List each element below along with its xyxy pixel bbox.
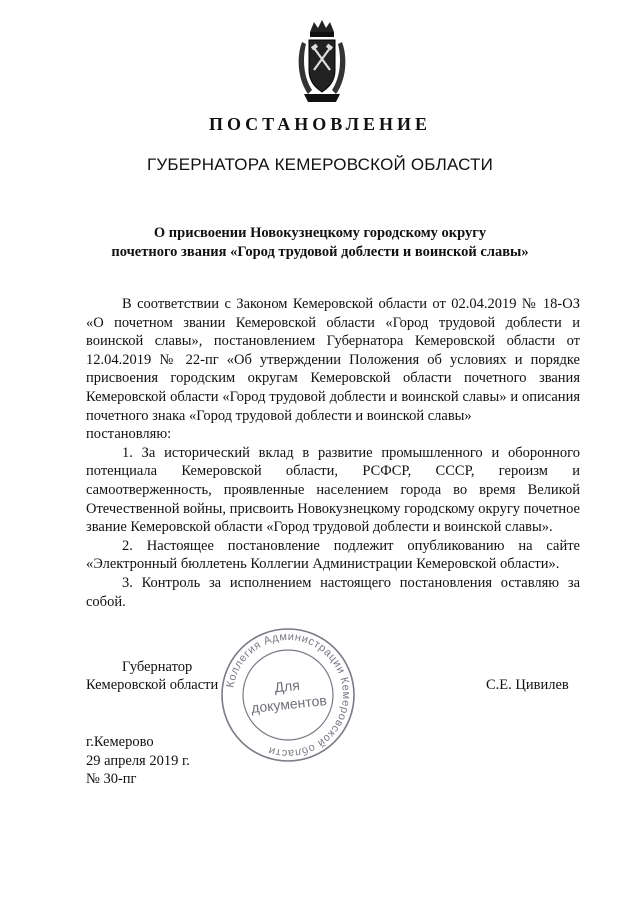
document-number: № 30-пг [86,771,137,787]
document-issuer: ГУБЕРНАТОРА КЕМЕРОВСКОЙ ОБЛАСТИ [146,155,494,174]
signatory-post-line-1: Губернатор [122,659,193,675]
stamp-center-line-2: документов [250,692,328,716]
document-subject [0,224,640,262]
document-footer [86,733,190,789]
clause-2: 2. Настоящее постановление подлежит опубликованию на сайте «Электронный бюллетень Коллегии Администрации Кемеровской области». [86,537,580,573]
issue-date: 29 апреля 2019 г. [86,752,190,769]
stamp-ring-text: Коллегия Администрации Кемеровской области [224,630,353,760]
document-body [86,295,580,611]
clause-3: 3. Контроль за исполнением настоящего постановления оставляю за собой. [86,574,580,610]
issue-city: г.Кемерово [86,734,154,750]
stamp-outer-ring [222,629,354,761]
clause-1: 1. За исторический вклад в развитие промышленного и оборонного потенциала Кемеровской области, РСФСР, СССР, героизм и самоотверженность, проявленные населением города во время Великой Отечественной войны, присвоить Новокузнецкому городскому округу почетное звание Кемеровской области «Город трудовой доблести и воинской славы». [86,444,580,536]
subject-line-2: почетного звания «Город трудовой доблести и воинской славы» [111,244,529,260]
decree-word: постановляю: [86,426,172,443]
official-stamp [218,625,358,765]
signatory-post-line-2: Кемеровской области [86,677,219,693]
intro-paragraph: В соответствии с Законом Кемеровской области от 02.04.2019 № 18-ОЗ «О почетном звании Кемеровской области «Город трудовой доблести и воинской славы», постановлением Губернатора Кемеровской области от 12.04.2019 № 22-пг «Об утверждении Положения об условиях и порядке присвоения городским округам Кемеровской области почетного звания Кемеровской области «Город трудовой доблести и воинской славы» и описания почетного знака «Город трудовой доблести и воинской славы» [86,296,580,424]
subject-line-1: О присвоении Новокузнецкому городскому округу [153,225,487,241]
signatory-name: С.Е. Цивилев [486,677,569,693]
document-title: ПОСТАНОВЛЕНИЕ [208,114,432,134]
stamp-center-line-1: Для [273,676,301,696]
coat-of-arms-icon [296,18,348,104]
